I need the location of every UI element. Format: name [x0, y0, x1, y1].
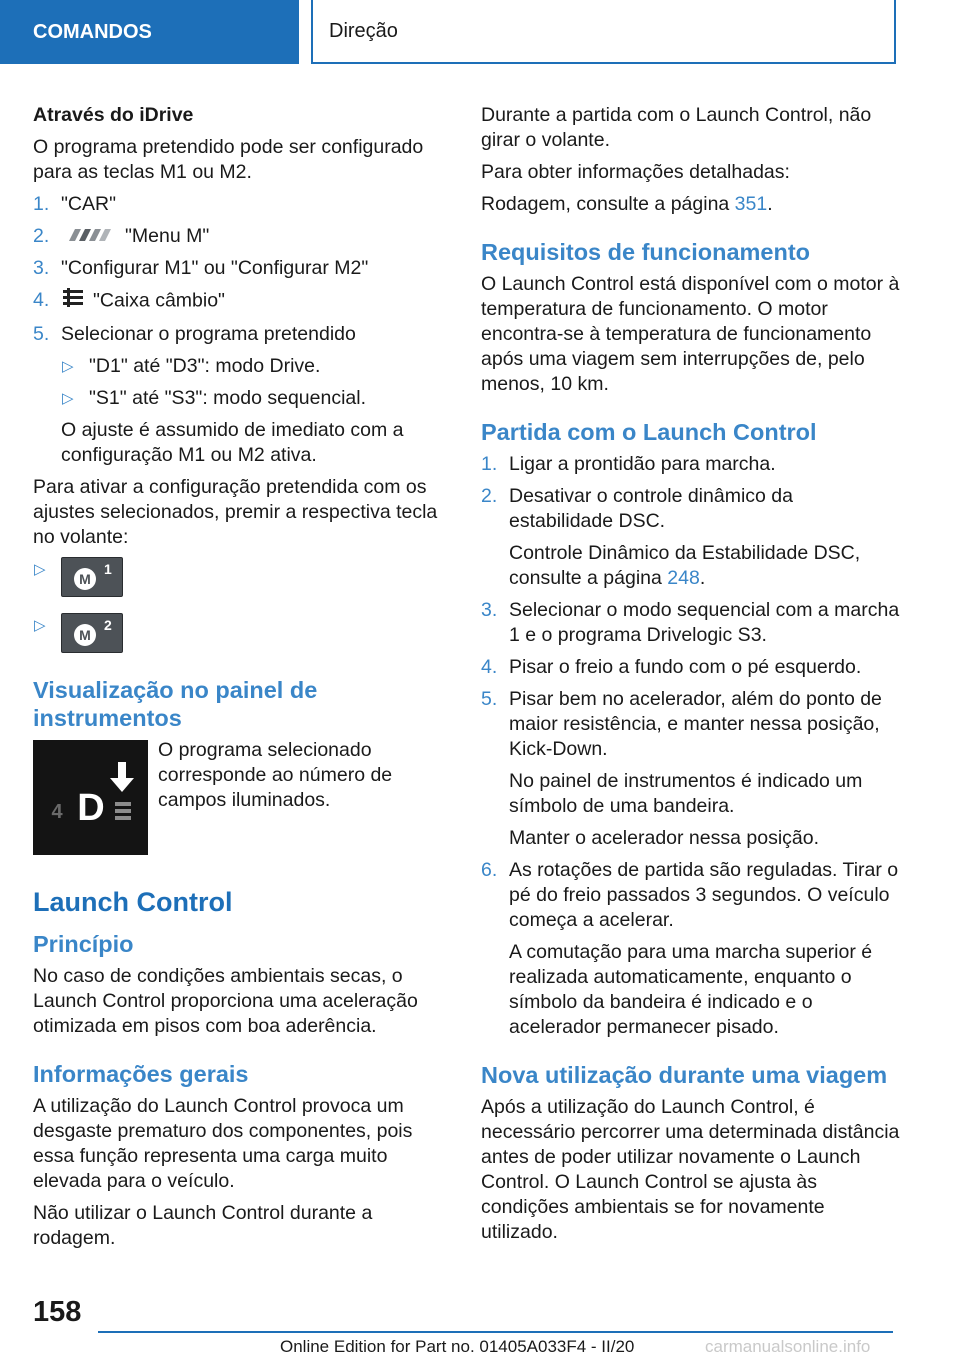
step-text: "Configurar M1" ou "Configurar M2"	[61, 257, 369, 280]
principle-heading: Princípio	[33, 931, 134, 958]
field-bar	[115, 816, 131, 820]
list-item	[33, 288, 448, 315]
step-number: 5.	[481, 688, 498, 710]
step-text: Pisar o freio a fundo com o pé esquerdo.	[509, 656, 862, 678]
page-link-351[interactable]: 351	[734, 193, 768, 215]
launch-heading: Launch Control	[33, 887, 233, 918]
triangle-bullet-icon: ▷	[62, 390, 74, 408]
header-chapter-tab	[311, 0, 896, 64]
list-item	[61, 386, 448, 411]
new-use-heading: Nova utilização durante uma viagem	[481, 1062, 888, 1088]
m2-button-image	[61, 613, 123, 653]
footer-edition: Online Edition for Part no. 01405A033F4 - II/20	[280, 1337, 635, 1356]
intro-3-text: Rodagem, consulte a página	[481, 193, 735, 215]
intro-2: Para obter informações detalhadas:	[481, 161, 790, 183]
step-number: 1.	[33, 193, 50, 215]
requirements-text: O Launch Control está disponível com o motor à temperatura de funcionamento. O motor encontra-se à temperatura de funcionamento após uma viagem sem interrupções de, pelo menos, 10 km.	[481, 273, 900, 395]
m1-button-image	[61, 557, 123, 597]
step-text: "Menu M"	[125, 225, 210, 247]
step-text: "Caixa câmbio"	[93, 290, 225, 312]
bullet-text: "D1" até "D3": modo Drive.	[89, 355, 321, 378]
triangle-bullet-icon: ▷	[34, 617, 46, 635]
display-heading: Visualização no painel de instrumentos	[33, 677, 318, 732]
step2-note	[509, 541, 901, 591]
intro-1: Durante a partida com o Launch Control, não girar o volante.	[481, 104, 872, 151]
step5-note-1: No painel de instrumentos é indicado um símbolo de uma bandeira.	[509, 770, 863, 817]
idrive-title: Através do iDrive	[33, 104, 194, 126]
general-text-1: A utilização do Launch Control provoca um desgaste prematuro dos componentes, pois essa função representa uma carga muito elevada para o veículo.	[33, 1095, 413, 1193]
header-chapter-label: Direção	[329, 19, 398, 42]
intro-3	[481, 192, 901, 217]
header-section-label: COMANDOS	[33, 20, 152, 43]
general-text-2: Não utilizar o Launch Control durante a rodagem.	[33, 1202, 373, 1250]
triangle-bullet-icon: ▷	[34, 561, 46, 579]
watermark: carmanualsonline.info	[705, 1337, 871, 1356]
page-link-248[interactable]: 248	[667, 567, 700, 589]
fig-gear-number: 4	[51, 801, 63, 824]
step2-note-end: .	[699, 567, 706, 589]
m1-button-row	[33, 557, 448, 599]
list-item	[33, 192, 448, 217]
step-number: 5.	[33, 323, 50, 346]
list-item	[481, 484, 901, 591]
list-item	[481, 858, 901, 1040]
bullet-text: "S1" até "S3": modo sequencial.	[89, 387, 367, 410]
step-number: 2.	[481, 485, 498, 507]
step2-note-text: Controle Dinâmico da Estabilidade DSC, consulte a página	[509, 542, 861, 589]
cluster-display-figure	[33, 740, 148, 855]
m2-letter: M	[79, 627, 91, 644]
field-bar	[115, 809, 131, 813]
step-text: Pisar bem no acelerador, além do ponto de maior resistência, e manter nessa posição, Kick-Down.	[509, 688, 882, 760]
idrive-steps	[33, 192, 448, 468]
list-item	[33, 322, 448, 468]
step-text: Ligar a prontidão para marcha.	[509, 453, 776, 475]
step-text: As rotações de partida são reguladas. Tirar o pé do freio passados 3 segundos. O veículo começa a acelerar.	[509, 859, 899, 931]
idrive-intro: O programa pretendido pode ser configurado para as teclas M1 ou M2.	[33, 136, 424, 183]
footer-divider	[98, 1331, 893, 1333]
m1-letter: M	[79, 571, 91, 588]
arrow-head	[110, 778, 134, 792]
triangle-bullet-icon: ▷	[62, 358, 74, 376]
right-column	[481, 103, 901, 1252]
list-item	[33, 224, 448, 249]
m1-sup: 1	[104, 561, 112, 578]
step-number: 2.	[33, 225, 50, 247]
step-number: 6.	[481, 859, 498, 881]
step5-note-2: Manter o acelerador nessa posição.	[509, 827, 820, 849]
step-text: Desativar o controle dinâmico da estabilidade DSC.	[509, 485, 793, 532]
m-stripes-icon	[61, 224, 117, 249]
step-number: 4.	[481, 656, 498, 678]
page-number: 158	[33, 1296, 82, 1328]
list-item	[481, 598, 901, 648]
general-heading: Informações gerais	[33, 1061, 249, 1088]
requirements-heading: Requisitos de funcionamento	[481, 239, 811, 265]
step-number: 3.	[33, 257, 50, 280]
list-item	[481, 452, 901, 477]
arrow-shaft	[118, 762, 126, 780]
step5-bullets	[61, 354, 448, 411]
intro-3-end: .	[767, 193, 773, 215]
list-item	[61, 354, 448, 379]
list-item	[33, 256, 448, 281]
display-figure-block	[33, 738, 448, 856]
new-use-text: Após a utilização do Launch Control, é necessário percorrer uma determinada distância antes de poder utilizar novamente o Launch Control. O Launch Control se ajusta às condições ambientais se for novamente utilizado.	[481, 1096, 900, 1243]
activate-text: Para ativar a configuração pretendida com os ajustes selecionados, premir a respectiva tecla no volante:	[33, 476, 438, 549]
principle-text: No caso de condições ambientais secas, o Launch Control proporciona uma aceleração otimizada em pisos com boa aderência.	[33, 965, 418, 1038]
m2-sup: 2	[104, 617, 112, 634]
start-heading: Partida com o Launch Control	[481, 419, 817, 445]
step-text: Selecionar o programa pretendido	[61, 323, 356, 346]
gearbox-icon	[61, 288, 85, 315]
fig-gear-letter: D	[77, 787, 105, 830]
left-column	[33, 103, 448, 1258]
list-item	[481, 687, 901, 851]
step-number: 1.	[481, 453, 498, 475]
step5-note: O ajuste é assumido de imediato com a configuração M1 ou M2 ativa.	[61, 419, 404, 467]
step-text: "CAR"	[61, 193, 117, 215]
m2-button-row	[33, 613, 448, 655]
display-text: O programa selecionado corresponde ao número de campos iluminados.	[158, 739, 393, 812]
step-number: 4.	[33, 289, 50, 312]
list-item	[481, 655, 901, 680]
header-section-tab	[0, 0, 299, 64]
step-text: Selecionar o modo sequencial com a marcha 1 e o programa Drivelogic S3.	[509, 599, 900, 646]
field-bar	[115, 802, 131, 806]
step-number: 3.	[481, 599, 498, 621]
launch-steps	[481, 452, 901, 1040]
step6-note: A comutação para uma marcha superior é realizada automaticamente, enquanto o símbolo da bandeira é indicado e o acelerador permanecer pisado.	[509, 941, 873, 1038]
